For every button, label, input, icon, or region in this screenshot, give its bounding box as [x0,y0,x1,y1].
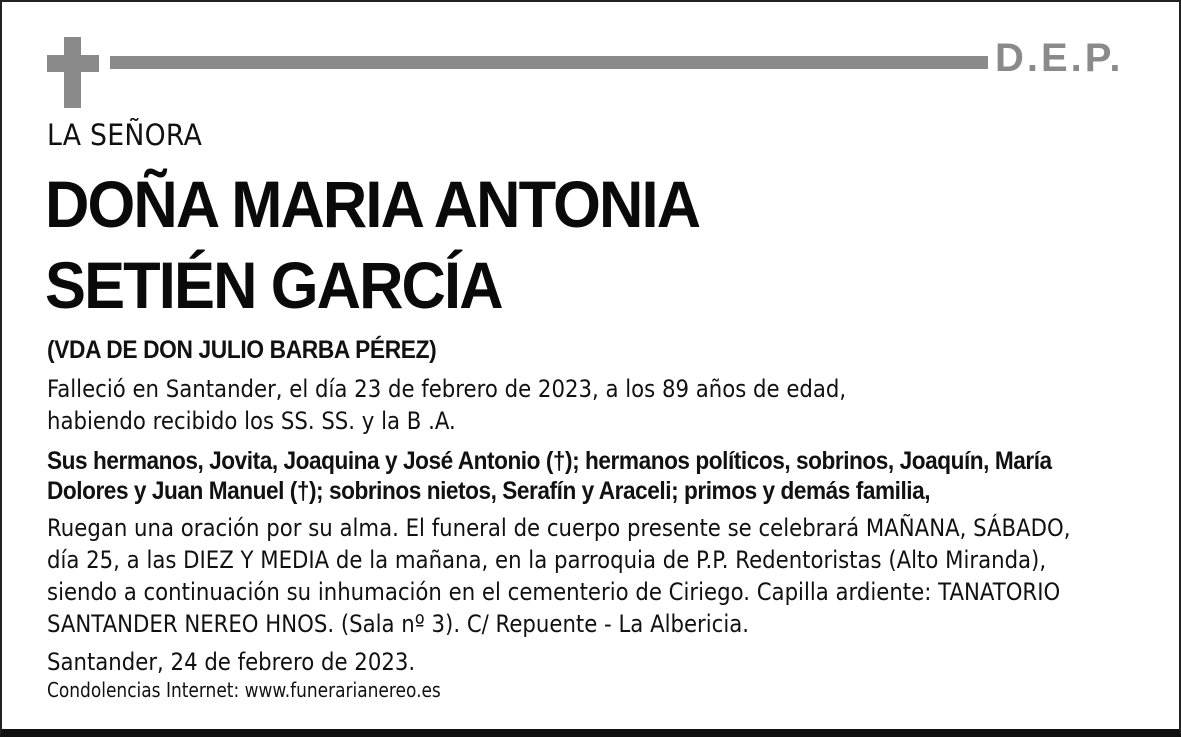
condolences-link: Condolencias Internet: www.funerarianereo.es [47,678,441,702]
widow-of: (VDA DE DON JULIO BARBA PÉREZ) [47,336,437,364]
death-notice-line: Falleció en Santander, el día 23 de febrero de 2023, a los 89 años de edad, [47,375,847,403]
dep-label: D.E.P. [995,36,1124,80]
honorific: LA SEÑORA [47,118,203,152]
death-notice-line: habiendo recibido los SS. SS. y la B .A. [47,407,456,435]
family-line: Sus hermanos, Jovita, Joaquina y José Antonio (†); hermanos políticos, sobrinos, Joaquín, María [47,447,1052,475]
header-rule [110,56,988,69]
funeral-line: siendo a continuación su inhumación en el cementerio de Ciriego. Capilla ardiente: TANATORIO [47,578,1061,606]
place-date: Santander, 24 de febrero de 2023. [47,648,416,676]
death-notice [47,373,846,437]
family-line: Dolores y Juan Manuel (†); sobrinos nietos, Serafín y Araceli; primos y demás familia, [47,477,931,505]
funeral-line: Ruegan una oración por su alma. El funeral de cuerpo presente se celebrará MAÑANA, SÁBADO, [47,514,1071,542]
deceased-name-line2: SETIÉN GARCÍA [45,248,502,322]
funeral-details [47,512,1070,640]
family-list [47,446,1052,506]
deceased-name-line1: DOÑA MARIA ANTONIA [45,167,700,241]
funeral-line: día 25, a las DIEZ Y MEDIA de la mañana, en la parroquia de P.P. Redentoristas (Alto Miranda), [47,546,1047,574]
funeral-line: SANTANDER NEREO HNOS. (Sala nº 3). C/ Repuente - La Albericia. [47,610,750,638]
cross-icon [47,37,99,108]
